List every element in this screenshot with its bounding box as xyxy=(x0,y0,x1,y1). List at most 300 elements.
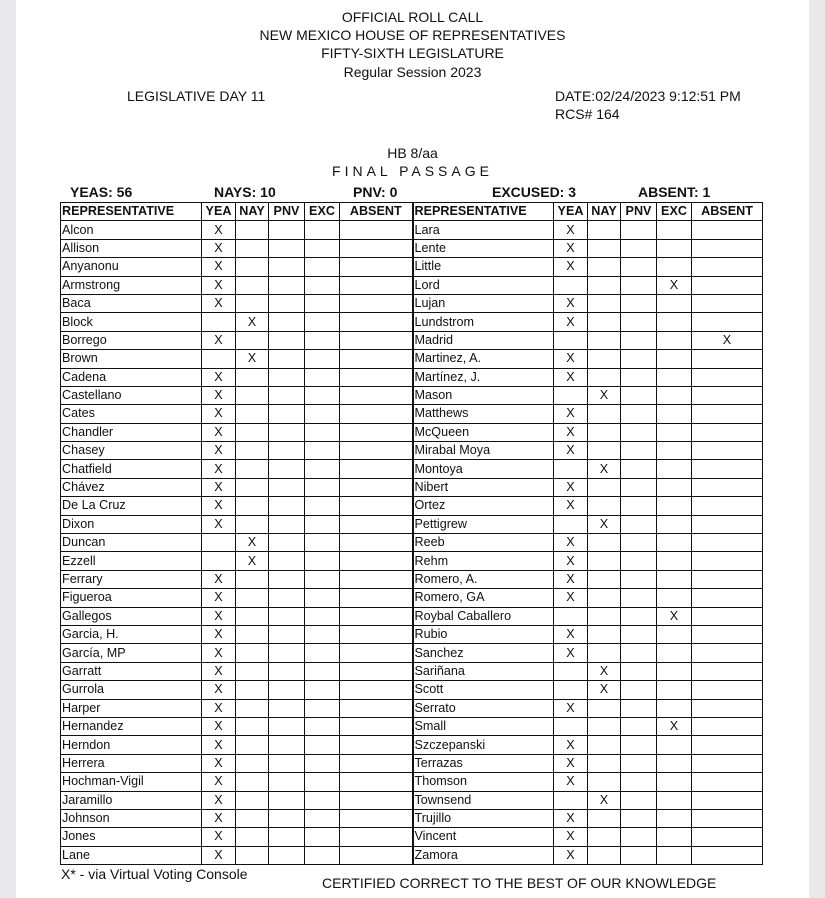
vote-absent-cell xyxy=(340,386,413,404)
vote-pnv-cell xyxy=(269,276,305,294)
representative-name: Chávez xyxy=(61,478,202,496)
vote-nay-cell xyxy=(236,276,269,294)
vote-pnv-cell xyxy=(269,239,305,257)
vote-yea-cell xyxy=(202,313,236,331)
vote-pnv-cell xyxy=(269,662,305,680)
vote-nay-cell xyxy=(236,368,269,386)
vote-pnv-cell xyxy=(621,717,657,735)
vote-pnv-cell xyxy=(269,681,305,699)
column-header-yea: YEA xyxy=(202,203,236,221)
column-header-pnv: PNV xyxy=(621,203,657,221)
vote-exc-cell xyxy=(305,515,340,533)
vote-absent-cell xyxy=(692,460,763,478)
table-row xyxy=(61,276,763,294)
representative-name: Chatfield xyxy=(61,460,202,478)
vote-pnv-cell xyxy=(621,791,657,809)
vote-nay-cell: X xyxy=(588,662,621,680)
vote-nay-cell xyxy=(588,442,621,460)
vote-pnv-cell xyxy=(269,773,305,791)
vote-yea-cell xyxy=(554,791,588,809)
vote-exc-cell xyxy=(305,405,340,423)
table-row xyxy=(61,644,763,662)
vote-yea-cell: X xyxy=(554,221,588,239)
vote-yea-cell: X xyxy=(202,386,236,404)
vote-exc-cell xyxy=(305,736,340,754)
vote-yea-cell xyxy=(554,276,588,294)
vote-absent-cell xyxy=(692,368,763,386)
vote-nay-cell xyxy=(236,644,269,662)
vote-nay-cell: X xyxy=(588,681,621,699)
vote-exc-cell xyxy=(657,534,692,552)
vote-absent-cell xyxy=(692,478,763,496)
table-row xyxy=(61,405,763,423)
representative-name: Johnson xyxy=(61,809,202,827)
vote-pnv-cell xyxy=(269,625,305,643)
vote-exc-cell xyxy=(657,239,692,257)
vote-exc-cell xyxy=(305,662,340,680)
vote-exc-cell xyxy=(305,699,340,717)
vote-nay-cell xyxy=(588,368,621,386)
vote-nay-cell xyxy=(588,570,621,588)
vote-nay-cell xyxy=(236,625,269,643)
representative-name: Allison xyxy=(61,239,202,257)
table-row xyxy=(61,828,763,846)
vote-exc-cell xyxy=(657,515,692,533)
vote-nay-cell xyxy=(588,607,621,625)
vote-nay-cell xyxy=(588,828,621,846)
roll-call-body xyxy=(61,221,763,865)
table-row xyxy=(61,515,763,533)
vote-nay-cell xyxy=(236,497,269,515)
vote-exc-cell xyxy=(305,497,340,515)
table-row xyxy=(61,607,763,625)
representative-name: Reeb xyxy=(413,534,554,552)
column-header-yea: YEA xyxy=(554,203,588,221)
vote-nay-cell xyxy=(588,809,621,827)
representative-name: Hernandez xyxy=(61,717,202,735)
representative-name: Sanchez xyxy=(413,644,554,662)
vote-exc-cell xyxy=(657,405,692,423)
vote-pnv-cell xyxy=(621,460,657,478)
vote-pnv-cell xyxy=(269,534,305,552)
representative-name: Armstrong xyxy=(61,276,202,294)
vote-yea-cell: X xyxy=(554,846,588,864)
vote-pnv-cell xyxy=(621,552,657,570)
vote-absent-cell xyxy=(692,717,763,735)
vote-pnv-cell xyxy=(621,313,657,331)
vote-nay-cell xyxy=(588,423,621,441)
table-row xyxy=(61,350,763,368)
vote-nay-cell xyxy=(588,754,621,772)
certification-text: CERTIFIED CORRECT TO THE BEST OF OUR KNOWLEDGE xyxy=(322,875,717,891)
vote-absent-cell xyxy=(692,754,763,772)
representative-name: Brown xyxy=(61,350,202,368)
vote-yea-cell: X xyxy=(202,368,236,386)
representative-name: Serrato xyxy=(413,699,554,717)
vote-nay-cell xyxy=(236,294,269,312)
table-row xyxy=(61,534,763,552)
table-row xyxy=(61,294,763,312)
vote-exc-cell xyxy=(305,570,340,588)
representative-name: Lundstrom xyxy=(413,313,554,331)
vote-nay-cell: X xyxy=(236,350,269,368)
representative-name: Little xyxy=(413,258,554,276)
representative-name: Nibert xyxy=(413,478,554,496)
table-row xyxy=(61,754,763,772)
vote-pnv-cell xyxy=(621,644,657,662)
vote-nay-cell: X xyxy=(236,552,269,570)
vote-absent-cell xyxy=(340,570,413,588)
representative-name: Small xyxy=(413,717,554,735)
vote-absent-cell xyxy=(692,534,763,552)
vote-exc-cell xyxy=(305,460,340,478)
column-header-exc: EXC xyxy=(657,203,692,221)
vote-exc-cell xyxy=(657,791,692,809)
vote-absent-cell xyxy=(340,736,413,754)
vote-exc-cell xyxy=(657,699,692,717)
representative-name: Dixon xyxy=(61,515,202,533)
vote-exc-cell xyxy=(657,221,692,239)
representative-name: Garcia, H. xyxy=(61,625,202,643)
vote-date: DATE:02/24/2023 9:12:51 PM xyxy=(555,88,741,104)
vote-exc-cell xyxy=(657,442,692,460)
vote-absent-cell xyxy=(340,846,413,864)
representative-name: Thomson xyxy=(413,773,554,791)
table-row xyxy=(61,570,763,588)
vote-exc-cell xyxy=(657,478,692,496)
table-row xyxy=(61,589,763,607)
vote-exc-cell xyxy=(305,442,340,460)
vote-yea-cell: X xyxy=(554,644,588,662)
representative-name: Zamora xyxy=(413,846,554,864)
roll-call-number: RCS# 164 xyxy=(555,106,620,122)
vote-nay-cell xyxy=(236,331,269,349)
vote-pnv-cell xyxy=(621,331,657,349)
representative-name: Madrid xyxy=(413,331,554,349)
table-row xyxy=(61,681,763,699)
vote-absent-cell xyxy=(340,221,413,239)
representative-name: Cates xyxy=(61,405,202,423)
vote-nay-cell xyxy=(236,846,269,864)
column-header-exc: EXC xyxy=(305,203,340,221)
representative-name: Terrazas xyxy=(413,754,554,772)
vote-yea-cell: X xyxy=(202,497,236,515)
vote-nay-cell xyxy=(588,478,621,496)
vote-pnv-cell xyxy=(269,754,305,772)
vote-nay-cell xyxy=(236,405,269,423)
vote-absent-cell xyxy=(692,442,763,460)
vote-pnv-cell xyxy=(621,846,657,864)
vote-yea-cell: X xyxy=(202,478,236,496)
table-row xyxy=(61,846,763,864)
vote-pnv-cell xyxy=(269,515,305,533)
vote-absent-cell xyxy=(340,460,413,478)
vote-pnv-cell xyxy=(621,497,657,515)
vote-yea-cell: X xyxy=(202,423,236,441)
vote-yea-cell: X xyxy=(202,717,236,735)
vote-yea-cell xyxy=(554,717,588,735)
vote-pnv-cell xyxy=(269,313,305,331)
vote-pnv-cell xyxy=(621,625,657,643)
representative-name: Lujan xyxy=(413,294,554,312)
vote-yea-cell: X xyxy=(554,350,588,368)
vote-exc-cell xyxy=(657,773,692,791)
excused-total: EXCUSED: 3 xyxy=(492,184,577,200)
vote-nay-cell xyxy=(236,736,269,754)
vote-nay-cell xyxy=(588,552,621,570)
representative-name: Harper xyxy=(61,699,202,717)
vote-absent-cell xyxy=(692,662,763,680)
vote-pnv-cell xyxy=(621,515,657,533)
table-row xyxy=(61,386,763,404)
representative-name: Mirabal Moya xyxy=(413,442,554,460)
vote-absent-cell xyxy=(340,276,413,294)
representative-name: Chasey xyxy=(61,442,202,460)
representative-name: Herndon xyxy=(61,736,202,754)
vote-absent-cell xyxy=(340,699,413,717)
vote-yea-cell: X xyxy=(202,828,236,846)
vote-exc-cell xyxy=(305,313,340,331)
nays-total: NAYS: 10 xyxy=(214,184,276,200)
vote-nay-cell xyxy=(588,644,621,662)
vote-nay-cell xyxy=(236,662,269,680)
vote-exc-cell xyxy=(305,423,340,441)
vote-yea-cell: X xyxy=(202,589,236,607)
vote-yea-cell: X xyxy=(202,294,236,312)
vote-pnv-cell xyxy=(621,239,657,257)
vote-exc-cell xyxy=(657,828,692,846)
vote-absent-cell xyxy=(692,699,763,717)
vote-yea-cell: X xyxy=(554,699,588,717)
vote-yea-cell: X xyxy=(554,239,588,257)
vote-yea-cell: X xyxy=(554,258,588,276)
vote-nay-cell xyxy=(588,350,621,368)
vote-absent-cell xyxy=(340,331,413,349)
vote-absent-cell xyxy=(340,717,413,735)
table-row xyxy=(61,460,763,478)
vote-exc-cell xyxy=(657,754,692,772)
vote-nay-cell xyxy=(236,828,269,846)
vote-exc-cell xyxy=(657,350,692,368)
vote-yea-cell: X xyxy=(554,423,588,441)
vote-yea-cell: X xyxy=(554,368,588,386)
vote-exc-cell xyxy=(305,791,340,809)
representative-name: Szczepanski xyxy=(413,736,554,754)
vote-yea-cell xyxy=(554,515,588,533)
vote-exc-cell xyxy=(305,681,340,699)
vote-yea-cell: X xyxy=(554,478,588,496)
vote-nay-cell xyxy=(236,791,269,809)
vote-pnv-cell xyxy=(269,828,305,846)
representative-name: Alcon xyxy=(61,221,202,239)
vote-nay-cell xyxy=(588,221,621,239)
vote-pnv-cell xyxy=(269,478,305,496)
vote-pnv-cell xyxy=(269,350,305,368)
vote-exc-cell xyxy=(657,552,692,570)
vote-yea-cell: X xyxy=(202,442,236,460)
vote-pnv-cell xyxy=(269,736,305,754)
table-row xyxy=(61,442,763,460)
vote-exc-cell xyxy=(657,294,692,312)
session-name: Regular Session 2023 xyxy=(343,64,482,80)
column-header-nay: NAY xyxy=(236,203,269,221)
vote-nay-cell xyxy=(236,478,269,496)
vote-absent-cell xyxy=(692,552,763,570)
vote-pnv-cell xyxy=(269,717,305,735)
representative-name: Martinez, A. xyxy=(413,350,554,368)
vote-nay-cell xyxy=(236,258,269,276)
column-header-nay: NAY xyxy=(588,203,621,221)
vote-nay-cell: X xyxy=(236,534,269,552)
vote-absent-cell xyxy=(340,791,413,809)
vote-absent-cell xyxy=(692,221,763,239)
vote-exc-cell xyxy=(305,607,340,625)
vote-action: FINAL PASSAGE xyxy=(332,163,493,179)
vote-pnv-cell xyxy=(621,534,657,552)
vote-absent-cell xyxy=(340,350,413,368)
vote-nay-cell xyxy=(236,515,269,533)
vote-pnv-cell xyxy=(621,221,657,239)
vote-exc-cell xyxy=(657,497,692,515)
representative-name: Romero, A. xyxy=(413,570,554,588)
vote-yea-cell xyxy=(202,350,236,368)
vote-nay-cell xyxy=(588,497,621,515)
representative-name: Mason xyxy=(413,386,554,404)
vote-pnv-cell xyxy=(621,386,657,404)
vote-pnv-cell xyxy=(269,552,305,570)
vote-yea-cell: X xyxy=(554,534,588,552)
vote-pnv-cell xyxy=(621,423,657,441)
representative-name: Sariñana xyxy=(413,662,554,680)
vote-absent-cell xyxy=(340,478,413,496)
representative-name: Vincent xyxy=(413,828,554,846)
vote-yea-cell: X xyxy=(554,828,588,846)
vote-yea-cell: X xyxy=(202,515,236,533)
roll-call-table xyxy=(60,202,763,865)
vote-nay-cell xyxy=(588,736,621,754)
vote-absent-cell xyxy=(340,239,413,257)
vote-yea-cell: X xyxy=(554,809,588,827)
vote-exc-cell xyxy=(305,258,340,276)
vote-yea-cell: X xyxy=(202,258,236,276)
vote-exc-cell xyxy=(657,331,692,349)
vote-pnv-cell xyxy=(269,294,305,312)
vote-pnv-cell xyxy=(269,699,305,717)
table-row xyxy=(61,552,763,570)
vote-nay-cell xyxy=(236,460,269,478)
vote-exc-cell xyxy=(657,662,692,680)
vote-absent-cell xyxy=(340,828,413,846)
vote-nay-cell xyxy=(236,589,269,607)
representative-name: Rehm xyxy=(413,552,554,570)
vote-absent-cell xyxy=(692,736,763,754)
vote-yea-cell xyxy=(202,552,236,570)
absent-total: ABSENT: 1 xyxy=(638,184,711,200)
vote-absent-cell: X xyxy=(692,331,763,349)
vote-pnv-cell xyxy=(621,773,657,791)
vote-nay-cell xyxy=(236,773,269,791)
vote-yea-cell: X xyxy=(202,239,236,257)
vote-absent-cell xyxy=(692,625,763,643)
vote-exc-cell xyxy=(657,625,692,643)
representative-name: Hochman-Vigil xyxy=(61,773,202,791)
vote-pnv-cell xyxy=(269,405,305,423)
vote-yea-cell: X xyxy=(202,791,236,809)
representative-name: Baca xyxy=(61,294,202,312)
representative-name: Lord xyxy=(413,276,554,294)
vote-yea-cell: X xyxy=(202,846,236,864)
vote-exc-cell xyxy=(305,828,340,846)
vote-absent-cell xyxy=(340,368,413,386)
vote-pnv-cell xyxy=(269,423,305,441)
column-header-representative: REPRESENTATIVE xyxy=(413,203,554,221)
representative-name: Herrera xyxy=(61,754,202,772)
vote-exc-cell xyxy=(305,552,340,570)
vote-absent-cell xyxy=(692,276,763,294)
vote-pnv-cell xyxy=(269,809,305,827)
vote-pnv-cell xyxy=(621,607,657,625)
vote-absent-cell xyxy=(340,754,413,772)
vote-absent-cell xyxy=(340,294,413,312)
vote-nay-cell xyxy=(588,589,621,607)
vote-yea-cell: X xyxy=(554,497,588,515)
vote-absent-cell xyxy=(340,534,413,552)
representative-name: Figueroa xyxy=(61,589,202,607)
representative-name: McQueen xyxy=(413,423,554,441)
representative-name: Montoya xyxy=(413,460,554,478)
vote-yea-cell: X xyxy=(202,699,236,717)
vote-nay-cell xyxy=(236,754,269,772)
vote-absent-cell xyxy=(692,791,763,809)
vote-pnv-cell xyxy=(269,570,305,588)
vote-yea-cell: X xyxy=(202,736,236,754)
vote-exc-cell xyxy=(657,258,692,276)
vote-pnv-cell xyxy=(269,607,305,625)
vote-pnv-cell xyxy=(621,442,657,460)
vote-absent-cell xyxy=(692,497,763,515)
vote-pnv-cell xyxy=(621,828,657,846)
vote-absent-cell xyxy=(340,589,413,607)
vote-yea-cell: X xyxy=(202,662,236,680)
vote-absent-cell xyxy=(340,662,413,680)
vote-exc-cell xyxy=(305,221,340,239)
vote-absent-cell xyxy=(692,386,763,404)
vote-yea-cell: X xyxy=(554,552,588,570)
vote-nay-cell xyxy=(588,239,621,257)
representative-name: Romero, GA xyxy=(413,589,554,607)
vote-absent-cell xyxy=(340,607,413,625)
vote-yea-cell xyxy=(554,681,588,699)
chamber-name: NEW MEXICO HOUSE OF REPRESENTATIVES xyxy=(259,27,566,43)
representative-name: Ortez xyxy=(413,497,554,515)
vote-pnv-cell xyxy=(621,478,657,496)
vote-absent-cell xyxy=(340,423,413,441)
vote-exc-cell xyxy=(657,368,692,386)
vote-absent-cell xyxy=(692,846,763,864)
vote-yea-cell: X xyxy=(554,625,588,643)
vote-nay-cell xyxy=(236,221,269,239)
vote-yea-cell: X xyxy=(202,681,236,699)
vote-exc-cell xyxy=(657,570,692,588)
vote-yea-cell: X xyxy=(554,773,588,791)
footnote: X* - via Virtual Voting Console xyxy=(61,866,248,882)
table-row xyxy=(61,773,763,791)
vote-absent-cell xyxy=(692,589,763,607)
vote-nay-cell xyxy=(588,294,621,312)
vote-pnv-cell xyxy=(621,589,657,607)
vote-pnv-cell xyxy=(269,442,305,460)
vote-absent-cell xyxy=(692,607,763,625)
